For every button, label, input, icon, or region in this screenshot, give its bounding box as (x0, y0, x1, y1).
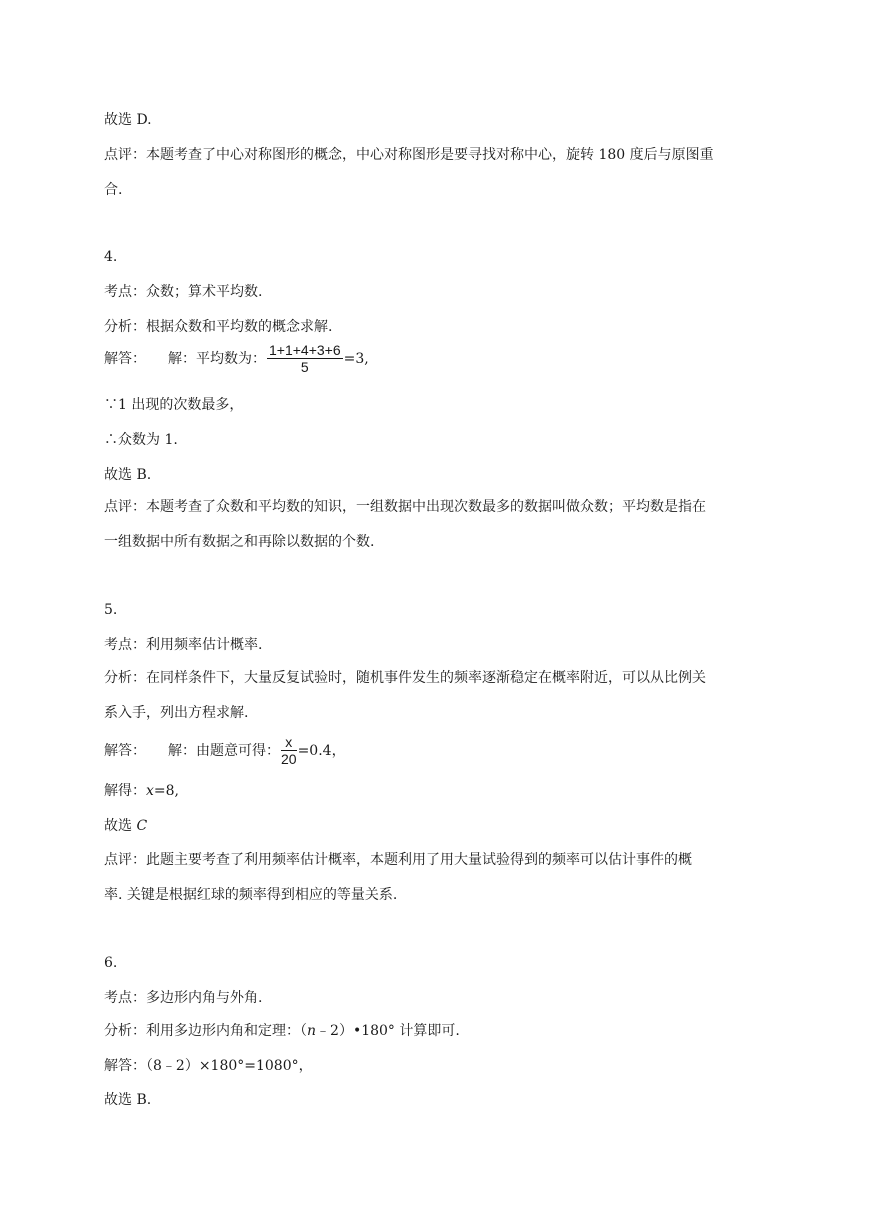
section5-fraction-denominator: 20 (281, 751, 297, 767)
section4-solution-label: 解答： (104, 351, 146, 367)
section6-answer: 故选 B. (104, 1092, 152, 1108)
section3-comment: 点评：本题考查了中心对称图形的概念，中心对称图形是要寻找对称中心，旋转 180 度后与原图重 (104, 147, 714, 163)
section6-number: 6. (104, 955, 118, 971)
section3-answer: 故选 D. (104, 112, 152, 128)
section5-answer (104, 816, 147, 836)
section5-analysis: 分析：在同样条件下，大量反复试验时，随机事件发生的频率逐渐稳定在概率附近，可以从比例关 (104, 670, 706, 686)
section5-solve-label: 解得： (104, 783, 146, 799)
section4-comment: 点评：本题考查了众数和平均数的知识，一组数据中出现次数最多的数据叫做众数；平均数是指在 (104, 499, 706, 515)
section5-fraction (281, 734, 297, 768)
section4-answer: 故选 B. (104, 467, 152, 483)
section4-solution-result: =3, (343, 351, 369, 367)
section5-solve (104, 781, 179, 801)
section4-solution (104, 342, 369, 376)
section5-comment: 点评：此题主要考查了利用频率估计概率，本题利用了用大量试验得到的频率可以估计事件的概 (104, 852, 692, 868)
section5-solution (104, 734, 346, 768)
section6-topic: 考点：多边形内角与外角. (104, 990, 263, 1006)
section5-comment-cont: 率. 关键是根据红球的频率得到相应的等量关系. (104, 887, 398, 903)
section5-topic: 考点：利用频率估计概率. (104, 637, 263, 653)
section4-because: ∵1 出现的次数最多， (104, 397, 244, 413)
section6-analysis (104, 1021, 460, 1041)
section5-solution-text: 解：由题意可得： (168, 743, 280, 759)
section4-fraction-denominator: 5 (300, 359, 309, 375)
section4-analysis: 分析：根据众数和平均数的概念求解. (104, 319, 333, 335)
section5-answer-prefix: 故选 (104, 818, 132, 834)
section4-fraction-numerator: 1+1+4+3+6 (269, 342, 341, 358)
section5-fraction-numerator: x (281, 734, 297, 751)
section4-therefore: ∴众数为 1. (104, 432, 178, 448)
section5-solution-label: 解答： (104, 743, 146, 759)
section6-analysis-suffix: ﹣2）•180° 计算即可. (316, 1023, 460, 1039)
section4-topic: 考点：众数；算术平均数. (104, 284, 263, 300)
section5-solve-value: =8, (153, 783, 179, 799)
section6-solution: 解答：（8﹣2）×180°=1080°， (104, 1058, 313, 1074)
section5-solve-var: x (146, 783, 154, 799)
section4-number: 4. (104, 249, 118, 265)
section4-fraction (267, 342, 343, 376)
section3-comment-cont: 合. (104, 182, 123, 198)
section6-analysis-var: n (307, 1023, 317, 1039)
section5-analysis-cont: 系入手，列出方程求解. (104, 705, 249, 721)
section5-solution-result: =0.4， (297, 743, 346, 759)
section5-answer-letter: C (136, 818, 148, 834)
section4-solution-text: 解：平均数为： (168, 351, 266, 367)
section6-analysis-prefix: 分析：利用多边形内角和定理：（ (104, 1023, 307, 1039)
section4-comment-cont: 一组数据中所有数据之和再除以数据的个数. (104, 534, 375, 550)
section5-number: 5. (104, 602, 118, 618)
